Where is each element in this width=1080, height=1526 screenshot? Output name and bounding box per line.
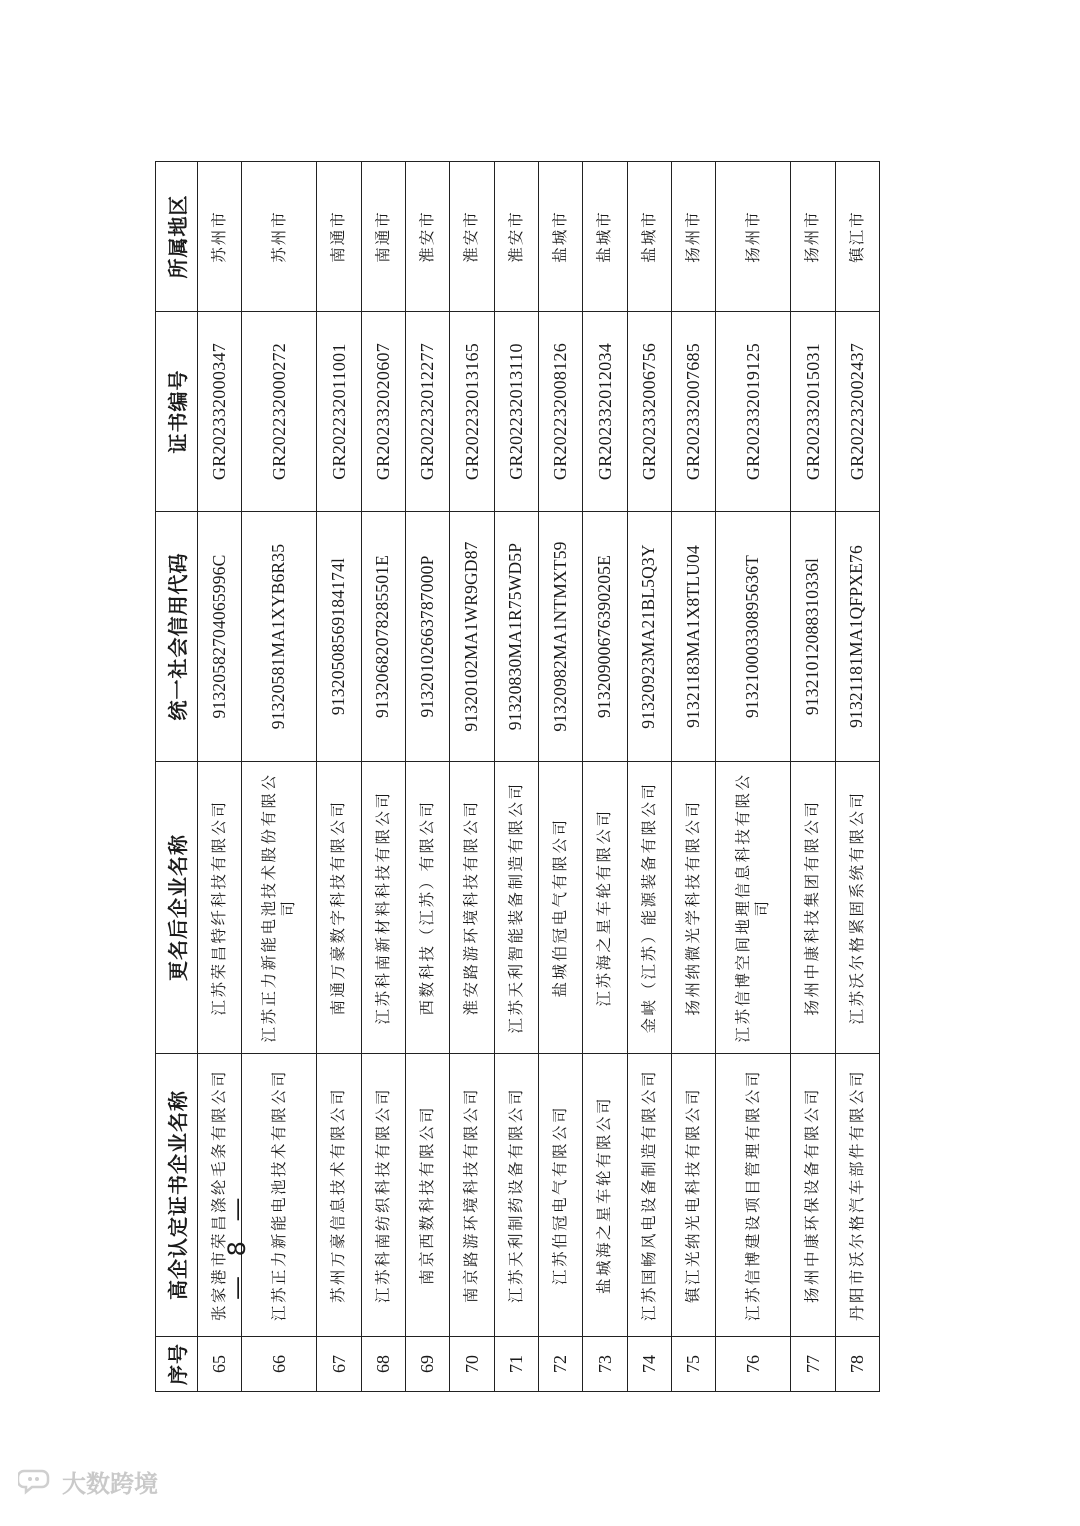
cell-credit-code: 91321000330895636T bbox=[716, 512, 791, 762]
cell-seq: 72 bbox=[538, 1337, 582, 1392]
cell-credit-code: 91320830MA1R75WD5P bbox=[494, 512, 538, 762]
table-header-row bbox=[156, 162, 198, 1392]
cell-new-name: 江苏荣昌特纤科技有限公司 bbox=[198, 762, 242, 1054]
cell-region: 淮安市 bbox=[405, 162, 449, 312]
table-row bbox=[450, 162, 494, 1392]
cell-cert-number: GR202332007685 bbox=[671, 312, 715, 512]
renamed-enterprise-table bbox=[155, 161, 880, 1392]
header-old-name: 高企认定证书企业名称 bbox=[156, 1054, 198, 1337]
cell-cert-number: GR202232011001 bbox=[317, 312, 361, 512]
header-seq: 序号 bbox=[156, 1337, 198, 1392]
cell-region: 淮安市 bbox=[494, 162, 538, 312]
cell-seq: 71 bbox=[494, 1337, 538, 1392]
table-row bbox=[538, 162, 582, 1392]
table-row bbox=[835, 162, 879, 1392]
cell-cert-number: GR202232008126 bbox=[538, 312, 582, 512]
cell-region: 南通市 bbox=[317, 162, 361, 312]
cell-new-name: 扬州中康科技集团有限公司 bbox=[791, 762, 835, 1054]
cell-new-name: 江苏沃尔格紧固系统有限公司 bbox=[835, 762, 879, 1054]
cell-old-name: 江苏科南纺织科技有限公司 bbox=[361, 1054, 405, 1337]
cell-region: 镇江市 bbox=[835, 162, 879, 312]
cell-seq: 75 bbox=[671, 1337, 715, 1392]
speech-bubble-icon bbox=[18, 1467, 56, 1495]
cell-region: 苏州市 bbox=[242, 162, 317, 312]
cell-old-name: 江苏正力新能电池技术有限公司 bbox=[242, 1054, 317, 1337]
cell-credit-code: 91320682078285501E bbox=[361, 512, 405, 762]
cell-seq: 73 bbox=[583, 1337, 627, 1392]
cell-seq: 76 bbox=[716, 1337, 791, 1392]
rotated-table-wrapper bbox=[155, 162, 880, 1392]
cell-old-name: 扬州中康环保设备有限公司 bbox=[791, 1054, 835, 1337]
cell-seq: 68 bbox=[361, 1337, 405, 1392]
header-region: 所属地区 bbox=[156, 162, 198, 312]
cell-credit-code: 91320900676390205E bbox=[583, 512, 627, 762]
cell-cert-number: GR202332000347 bbox=[198, 312, 242, 512]
cell-region: 扬州市 bbox=[791, 162, 835, 312]
cell-cert-number: GR202332012034 bbox=[583, 312, 627, 512]
table-row bbox=[242, 162, 317, 1392]
watermark bbox=[18, 1465, 158, 1497]
cell-old-name: 江苏伯冠电气有限公司 bbox=[538, 1054, 582, 1337]
table-row bbox=[317, 162, 361, 1392]
cell-cert-number: GR202232013110 bbox=[494, 312, 538, 512]
cell-credit-code: 91320508569184174l bbox=[317, 512, 361, 762]
cell-old-name: 南京西数科技有限公司 bbox=[405, 1054, 449, 1337]
cell-seq: 66 bbox=[242, 1337, 317, 1392]
cell-old-name: 江苏信博建设项目管理有限公司 bbox=[716, 1054, 791, 1337]
cell-region: 淮安市 bbox=[450, 162, 494, 312]
cell-region: 盐城市 bbox=[627, 162, 671, 312]
cell-old-name: 江苏天利制药设备有限公司 bbox=[494, 1054, 538, 1337]
cell-credit-code: 91321183MA1X8TLU04 bbox=[671, 512, 715, 762]
cell-new-name: 江苏科南新材料科技有限公司 bbox=[361, 762, 405, 1054]
cell-credit-code: 91321012088310336l bbox=[791, 512, 835, 762]
table-row bbox=[627, 162, 671, 1392]
cell-credit-code: 91320102663787000P bbox=[405, 512, 449, 762]
table-row bbox=[583, 162, 627, 1392]
cell-seq: 65 bbox=[198, 1337, 242, 1392]
cell-cert-number: GR202232000272 bbox=[242, 312, 317, 512]
cell-cert-number: GR202232012277 bbox=[405, 312, 449, 512]
cell-region: 苏州市 bbox=[198, 162, 242, 312]
table-row bbox=[405, 162, 449, 1392]
cell-new-name: 江苏正力新能电池技术股份有限公司 bbox=[242, 762, 317, 1054]
cell-cert-number: GR202232002437 bbox=[835, 312, 879, 512]
cell-cert-number: GR202332020607 bbox=[361, 312, 405, 512]
header-cert-number: 证书编号 bbox=[156, 312, 198, 512]
cell-new-name: 西数科技（江苏）有限公司 bbox=[405, 762, 449, 1054]
cell-cert-number: GR202332015031 bbox=[791, 312, 835, 512]
cell-old-name: 镇江光纳光电科技有限公司 bbox=[671, 1054, 715, 1337]
cell-region: 扬州市 bbox=[671, 162, 715, 312]
cell-new-name: 江苏天利智能装备制造有限公司 bbox=[494, 762, 538, 1054]
cell-cert-number: GR202232013165 bbox=[450, 312, 494, 512]
cell-new-name: 盐城伯冠电气有限公司 bbox=[538, 762, 582, 1054]
cell-new-name: 江苏信博空间地理信息科技有限公司 bbox=[716, 762, 791, 1054]
cell-credit-code: 91320581MA1XYB6R35 bbox=[242, 512, 317, 762]
watermark-text: 大数跨境 bbox=[62, 1469, 158, 1498]
cell-credit-code: 91321181MA1QFPXE76 bbox=[835, 512, 879, 762]
cell-new-name: 淮安路游环境科技有限公司 bbox=[450, 762, 494, 1054]
cell-seq: 70 bbox=[450, 1337, 494, 1392]
cell-old-name: 江苏国畅风电设备制造有限公司 bbox=[627, 1054, 671, 1337]
cell-region: 盐城市 bbox=[538, 162, 582, 312]
cell-seq: 67 bbox=[317, 1337, 361, 1392]
header-credit-code: 统一社会信用代码 bbox=[156, 512, 198, 762]
cell-old-name: 丹阳市沃尔格汽车部件有限公司 bbox=[835, 1054, 879, 1337]
cell-cert-number: GR202332006756 bbox=[627, 312, 671, 512]
table-row bbox=[361, 162, 405, 1392]
cell-region: 扬州市 bbox=[716, 162, 791, 312]
page-number: — 8 — bbox=[223, 1191, 251, 1300]
table-row bbox=[494, 162, 538, 1392]
cell-old-name: 张家港市荣昌涤纶毛条有限公司 bbox=[198, 1054, 242, 1337]
cell-new-name: 江苏海之星车轮有限公司 bbox=[583, 762, 627, 1054]
cell-seq: 69 bbox=[405, 1337, 449, 1392]
table-row bbox=[716, 162, 791, 1392]
cell-credit-code: 91320102MA1WR9GD87 bbox=[450, 512, 494, 762]
cell-old-name: 苏州万豪信息技术有限公司 bbox=[317, 1054, 361, 1337]
cell-credit-code: 91320582704065996C bbox=[198, 512, 242, 762]
cell-seq: 78 bbox=[835, 1337, 879, 1392]
cell-old-name: 盐城海之星车轮有限公司 bbox=[583, 1054, 627, 1337]
cell-cert-number: GR202332019125 bbox=[716, 312, 791, 512]
table-row bbox=[671, 162, 715, 1392]
cell-credit-code: 91320982MA1NTMXT59 bbox=[538, 512, 582, 762]
cell-region: 南通市 bbox=[361, 162, 405, 312]
cell-new-name: 金峡（江苏）能源装备有限公司 bbox=[627, 762, 671, 1054]
cell-region: 盐城市 bbox=[583, 162, 627, 312]
cell-credit-code: 91320923MA21BL5Q3Y bbox=[627, 512, 671, 762]
cell-seq: 74 bbox=[627, 1337, 671, 1392]
cell-seq: 77 bbox=[791, 1337, 835, 1392]
cell-new-name: 南通万豪数字科技有限公司 bbox=[317, 762, 361, 1054]
table-row bbox=[791, 162, 835, 1392]
cell-new-name: 扬州纳微光学科技有限公司 bbox=[671, 762, 715, 1054]
header-new-name: 更名后企业名称 bbox=[156, 762, 198, 1054]
cell-old-name: 南京路游环境科技有限公司 bbox=[450, 1054, 494, 1337]
